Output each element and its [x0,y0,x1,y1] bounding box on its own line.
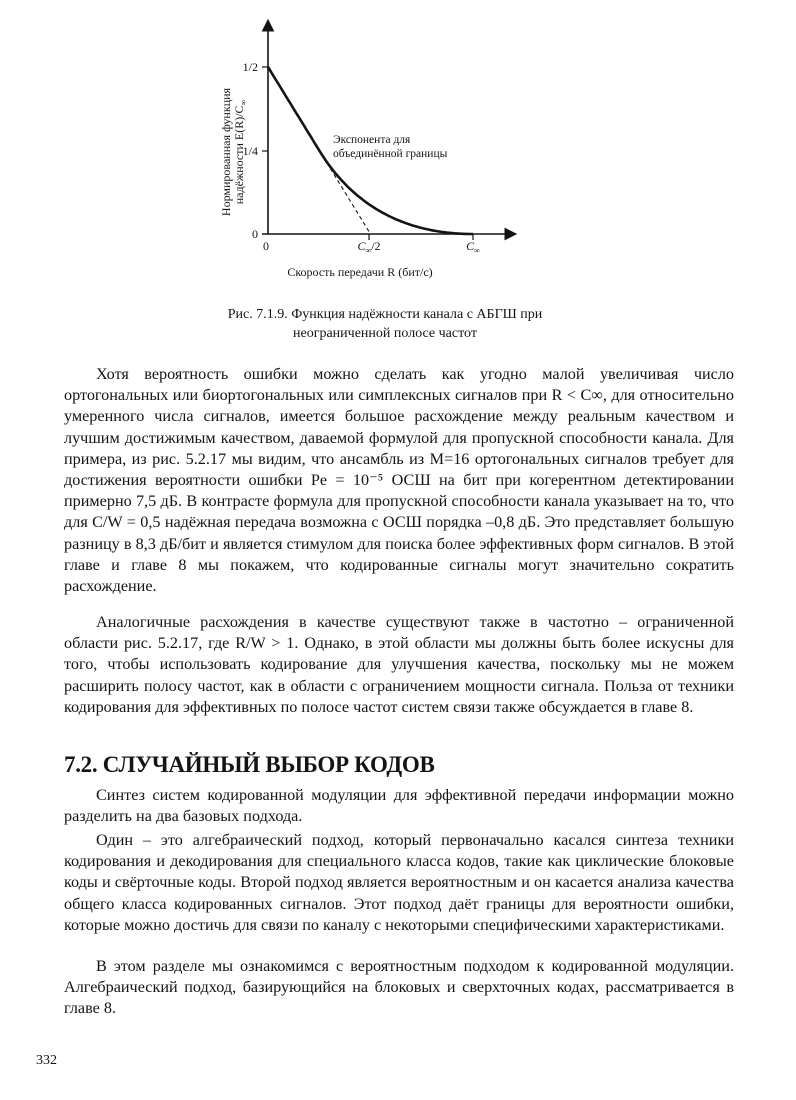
xtick-label-zero: 0 [263,239,269,253]
reliability-function-chart [0,0,796,300]
paragraph-2 [64,612,734,718]
caption-line1: Рис. 7.1.9. Функция надёжности канала с АБГШ при [227,307,543,322]
x-axis-label: Скорость передачи R (бит/с) [287,265,433,279]
ytick-label-zero: 0 [252,227,258,241]
figure-caption [150,305,620,343]
annotation-line1: Экспонента для [333,134,411,146]
ytick-label-half: 1/2 [242,60,258,74]
paragraph-4-text: Один – это алгебраический подход, который первоначально касался синтеза техники кодирования и декодирования для специального класса кодов, такие как циклические блоковые коды и свёрточные коды. Второй подход является вероятностным и он касается анализа качества общего класса кодированных сигналов. Этот подход даёт границы для вероятности ошибки, которые можно достичь для связи по каналу с некоторыми специфическими характеристиками. [64,831,734,934]
paragraph-3 [64,785,734,827]
paragraph-1-text: Хотя вероятность ошибки можно сделать как угодно малой увеличивая число ортогональных или биортогональных или симплексных сигналов при R < C∞, для относительно умеренного числа сигналов, имеется большое расхождение между реальным качеством и лучшим достижимым качеством, даваемой формулой для пропускной способности канала. Для примера, из рис. 5.2.17 мы видим, что ансамбль из M=16 ортогональных сигналов требует для достижения вероятности ошибки Pe = 10⁻⁵ ОСШ на бит при когерентном детектировании примерно 7,5 дБ. В контрасте формула для пропускной способности канала указывает на то, что для C/W = 0,5 надёжная передача возможна с ОСШ порядка –0,8 дБ. Это представляет большую разницу в 8,3 дБ/бит и является стимулом для поиска более эффективных форм сигналов. В этой главе и главе 8 мы покажем, что кодированные сигналы могут значительно сократить расхождение. [64,365,734,596]
section-heading: 7.2. СЛУЧАЙНЫЙ ВЫБОР КОДОВ [64,752,435,777]
paragraph-1 [64,364,734,597]
paragraph-3-text: Синтез систем кодированной модуляции для эффективной передачи информации можно разделить на два базовых подхода. [64,786,734,826]
paragraph-2-text: Аналогичные расхождения в качестве существуют также в частотно – ограниченной области рис. 5.2.17, где R/W > 1. Однако, в этой области мы должны быть более искусны для того, чтобы использовать кодирование для улучшения качества, поскольку мы не можем расширить полосу частот, как в области с ограничением мощности сигнала. Польза от техники кодирования для эффективных по полосе частот систем связи также обсуждается в главе 8. [64,613,734,716]
svg-text:надёжности E(R)/C∞: надёжности $E(R)/C_\infty$ [232,99,248,205]
paragraph-5-text: В этом разделе мы ознакомимся с вероятностным подходом к кодированной модуляции. Алгебраический подход, базирующийся на блоковых и сверхточных кодах, рассматривается в главе 8. [64,957,734,1018]
caption-line2: неограниченной полосе частот [293,326,477,341]
xtick-label-half: $C_\infty/2$ [357,239,381,255]
svg-text:Нормированная функция: Нормированная функция [219,87,233,217]
annotation-line2: объединённой границы [333,148,448,160]
page-number: 332 [36,1053,57,1068]
paragraph-4 [64,830,734,936]
xtick-label-full: $C_\infty$ [466,239,480,255]
union-bound-exponent-line [319,151,370,235]
ytick-label-quarter: 1/4 [242,144,258,158]
paragraph-5 [64,956,734,1020]
y-axis-label [219,87,248,216]
